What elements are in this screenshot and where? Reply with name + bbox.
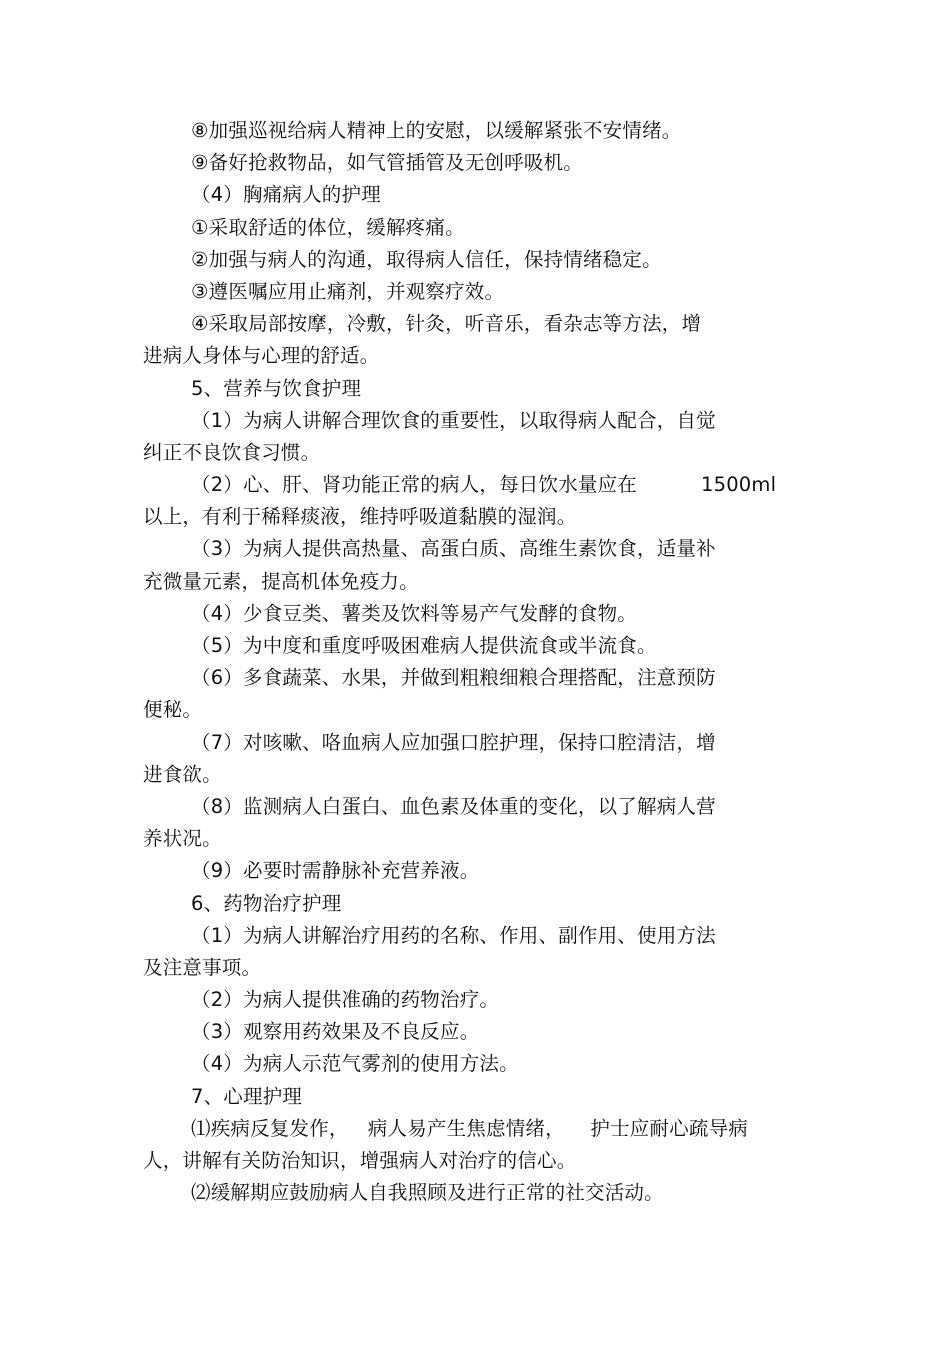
text-line: 人，讲解有关防治知识，增强病人对治疗的信心。 [143,1149,577,1172]
text-line: （1）为病人讲解治疗用药的名称、作用、副作用、使用方法 [191,923,716,947]
text-line: 充微量元素，提高机体免疫力。 [143,569,419,593]
text-line: ③遵医嘱应用止痛剂，并观察疗效。 [191,279,505,303]
text-line: （4）少食豆类、薯类及饮料等易产气发酵的食物。 [191,601,638,625]
text-line: 及注意事项。 [143,955,262,979]
text-line: 7、心理护理 [191,1084,303,1108]
text-line: （3）为病人提供高热量、高蛋白质、高维生素饮食，适量补 [191,537,716,561]
text-line: （2）心、肝、肾功能正常的病人，每日饮水量应在 1500ml [191,473,777,497]
text-line: （7）对咳嗽、咯血病人应加强口腔护理，保持口腔清洁，增 [191,730,716,754]
text-line: ⑧加强巡视给病人精神上的安慰，以缓解紧张不安情绪。 [191,119,682,142]
text-line: ⑴疾病反复发作， 病人易产生焦虑情绪， 护士应耐心疏导病 [191,1116,748,1140]
text-line: （8）监测病人白蛋白、血色素及体重的变化，以了解病人营 [191,794,716,818]
text-line: （4）为病人示范气雾剂的使用方法。 [191,1052,519,1076]
text-line: （6）多食蔬菜、水果，并做到粗粮细粮合理搭配，注意预防 [191,666,716,690]
text-line: 进食欲。 [143,762,222,786]
text-line: （4）胸痛病人的护理 [191,183,381,207]
text-line: （1）为病人讲解合理饮食的重要性，以取得病人配合，自觉 [191,408,716,432]
document-body [143,115,823,1209]
text-line: （9）必要时需静脉补充营养液。 [191,859,480,883]
text-line: ⑵缓解期应鼓励病人自我照顾及进行正常的社交活动。 [191,1181,664,1205]
text-line: ①采取舒适的体位，缓解疼痛。 [191,215,465,239]
text-line: 6、药物治疗护理 [191,891,342,915]
text-line: 进病人身体与心理的舒适。 [143,344,380,368]
text-line: 纠正不良饮食习惯。 [143,440,321,464]
text-line: 5、营养与饮食护理 [191,376,362,400]
text-line: （3）观察用药效果及不良反应。 [191,1020,480,1044]
text-line: ②加强与病人的沟通，取得病人信任，保持情绪稳定。 [191,247,662,271]
text-line: ⑨备好抢救物品，如气管插管及无创呼吸机。 [191,151,583,175]
text-line: ④采取局部按摩，冷敷，针灸，听音乐，看杂志等方法，增 [191,312,702,336]
text-line: 以上，有利于稀释痰液，维持呼吸道黏膜的湿润。 [143,505,577,529]
text-line: 便秘。 [143,698,203,722]
text-line: 养状况。 [143,827,222,851]
text-line: （2）为病人提供准确的药物治疗。 [191,988,500,1012]
text-line: （5）为中度和重度呼吸困难病人提供流食或半流食。 [191,634,657,657]
